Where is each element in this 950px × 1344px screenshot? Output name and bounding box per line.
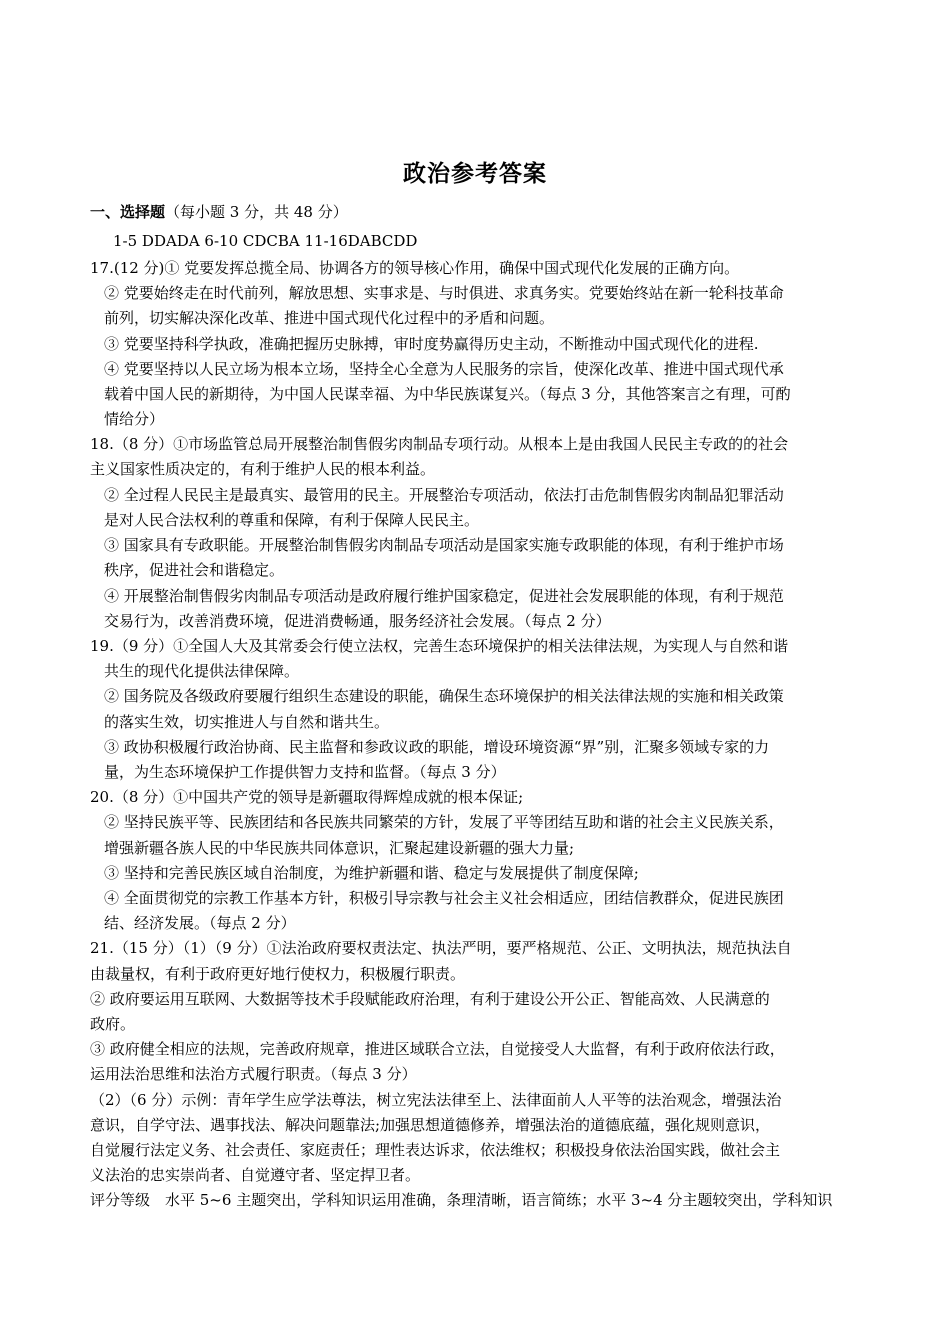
answer-line: 结、经济发展。（每点 2 分） bbox=[104, 914, 296, 932]
answer-line: 评分等级 水平 5~6 主题突出，学科知识运用准确，条理清晰，语言简练；水平 3~4 分主题较突出，学科知识 bbox=[90, 1191, 833, 1209]
answer-line: 载着中国人民的新期待，为中国人民谋幸福、为中华民族谋复兴。（每点 3 分，其他答案言之有理，可酌 bbox=[104, 385, 791, 403]
answer-line: 19.（9 分）①全国人大及其常委会行使立法权，完善生态环境保护的相关法律法规，为实现人与自然和谐 bbox=[90, 637, 789, 655]
answer-line: ④ 开展整治制售假劣肉制品专项活动是政府履行维护国家稳定，促进社会发展职能的体现，有利于规范 bbox=[104, 587, 784, 605]
answer-line: 交易行为，改善消费环境，促进消费畅通，服务经济社会发展。（每点 2 分） bbox=[104, 612, 611, 630]
answer-line: ④ 全面贯彻党的宗教工作基本方针，积极引导宗教与社会主义社会相适应，团结信教群众，促进民族团 bbox=[104, 889, 784, 907]
answer-line: 义法治的忠实崇尚者、自觉遵守者、坚定捍卫者。 bbox=[90, 1166, 421, 1184]
answer-line: ② 国务院及各级政府要履行组织生态建设的职能，确保生态环境保护的相关法律法规的实施和相关政策 bbox=[104, 687, 784, 705]
section-heading-note: （每小题 3 分，共 48 分） bbox=[165, 203, 348, 221]
answer-line: ③ 党要坚持科学执政，准确把握历史脉搏，审时度势赢得历史主动，不断推动中国式现代化的进程. bbox=[104, 335, 759, 353]
answer-line: 17.(12 分)① 党要发挥总揽全局、协调各方的领导核心作用，确保中国式现代化发展的正确方向。 bbox=[90, 259, 740, 277]
answer-line: 21.（15 分）（1）（9 分）①法治政府要权责法定、执法严明，要严格规范、公正、文明执法，规范执法自 bbox=[90, 939, 792, 957]
answer-line: ② 政府要运用互联网、大数据等技术手段赋能政府治理，有利于建设公开公正、智能高效、人民满意的 bbox=[90, 990, 770, 1008]
answer-line: ③ 坚持和完善民族区域自治制度，为维护新疆和谐、稳定与发展提供了制度保障; bbox=[104, 864, 639, 882]
answer-line: 自觉履行法定义务、社会责任、家庭责任；理性表达诉求，依法维权；积极投身依法治国实践，做社会主 bbox=[90, 1141, 781, 1159]
answer-line: 意识，自学守法、遇事找法、解决问题靠法;加强思想道德修养，增强法治的道德底蕴，强化规则意识， bbox=[90, 1116, 771, 1134]
answer-line: ② 坚持民族平等、民族团结和各民族共同繁荣的方针，发展了平等团结互助和谐的社会主义民族关系， bbox=[104, 813, 784, 831]
answer-line: 量，为生态环境保护工作提供智力支持和监督。（每点 3 分） bbox=[104, 763, 506, 781]
page-title: 政治参考答案 bbox=[403, 160, 547, 187]
answer-line: 主义国家性质决定的，有利于维护人民的根本利益。 bbox=[90, 460, 436, 478]
answer-line: ③ 国家具有专政职能。开展整治制售假劣肉制品专项活动是国家实施专政职能的体现，有利于维护市场 bbox=[104, 536, 784, 554]
section-heading bbox=[90, 202, 348, 222]
answer-line: 前列，切实解决深化改革、推进中国式现代化过程中的矛盾和问题。 bbox=[104, 309, 555, 327]
answer-line: ③ 政协积极履行政治协商、民主监督和参政议政的职能，增设环境资源“界”别，汇聚多领域专家的力 bbox=[104, 738, 770, 756]
answer-line: 运用法治思维和法治方式履行职责。（每点 3 分） bbox=[90, 1065, 417, 1083]
answer-line: 情给分） bbox=[104, 410, 165, 428]
answer-line: 由裁量权，有利于政府更好地行使权力，积极履行职责。 bbox=[90, 965, 466, 983]
choice-answers: 1-5 DDADA 6-10 CDCBA 11-16DABCDD bbox=[113, 232, 418, 250]
answer-line: ② 党要始终走在时代前列，解放思想、实事求是、与时俱进、求真务实。党要始终站在新一轮科技革命 bbox=[104, 284, 784, 302]
answer-line: 秩序，促进社会和谐稳定。 bbox=[104, 561, 285, 579]
answer-line: 增强新疆各族人民的中华民族共同体意识，汇聚起建设新疆的强大力量; bbox=[104, 839, 575, 857]
answer-line: 共生的现代化提供法律保障。 bbox=[104, 662, 300, 680]
answer-line: 18.（8 分）①市场监管总局开展整治制售假劣肉制品专项行动。从根本上是由我国人民民主专政的的社会 bbox=[90, 435, 789, 453]
answer-line: ④ 党要坚持以人民立场为根本立场，坚持全心全意为人民服务的宗旨，使深化改革、推进中国式现代承 bbox=[104, 360, 784, 378]
answer-line: （2）（6 分）示例：青年学生应学法尊法，树立宪法法律至上、法律面前人人平等的法治观念，增强法治 bbox=[90, 1091, 782, 1109]
answer-line: 的落实生效，切实推进人与自然和谐共生。 bbox=[104, 713, 390, 731]
answer-line: ③ 政府健全相应的法规，完善政府规章，推进区域联合立法，自觉接受人大监督，有利于政府依法行政， bbox=[90, 1040, 785, 1058]
section-heading-label: 一、选择题 bbox=[90, 203, 166, 221]
answer-line: 政府。 bbox=[90, 1015, 136, 1033]
answer-line: 是对人民合法权利的尊重和保障，有利于保障人民民主。 bbox=[104, 511, 480, 529]
answer-line: 20.（8 分）①中国共产党的领导是新疆取得辉煌成就的根本保证; bbox=[90, 788, 524, 806]
answer-line: ② 全过程人民民主是最真实、最管用的民主。开展整治专项活动，依法打击危制售假劣肉制品犯罪活动 bbox=[104, 486, 784, 504]
